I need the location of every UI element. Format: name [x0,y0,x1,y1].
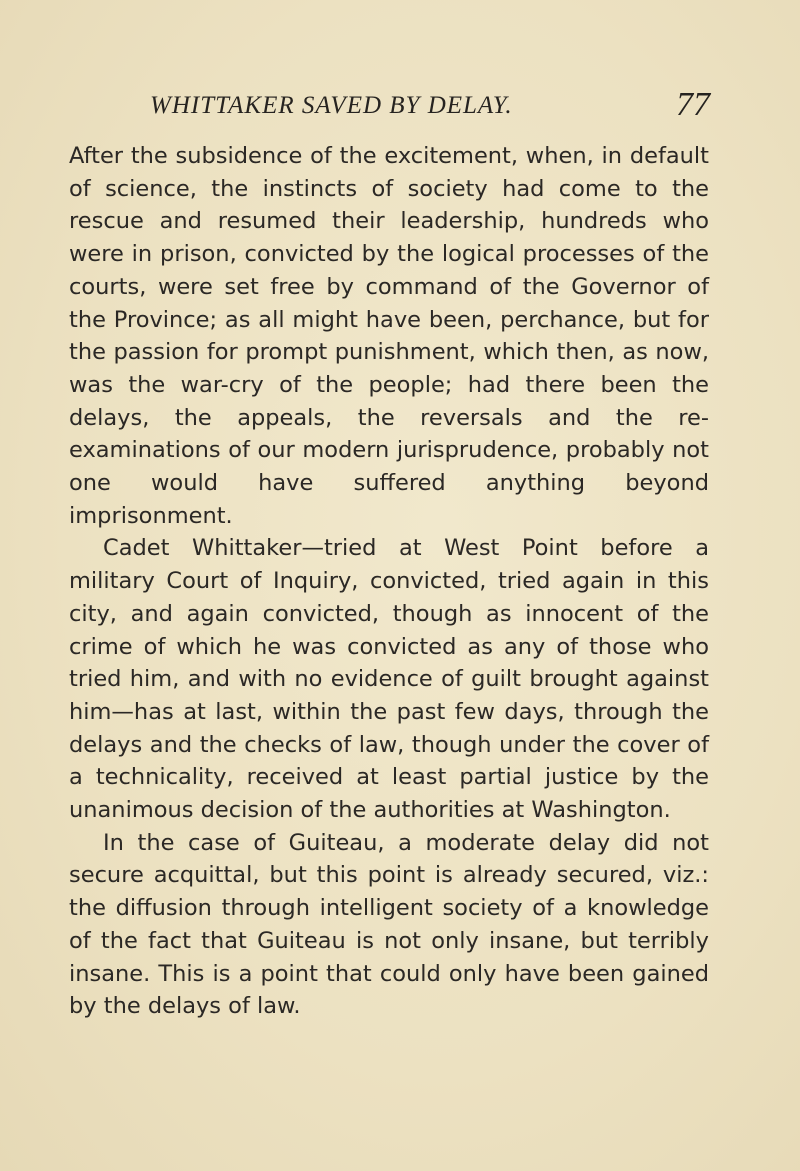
running-title: WHITTAKER SAVED BY DELAY. [150,92,513,119]
paragraph: After the subsidence of the excitement, when, in default of science, the instincts of society had come to the rescue and resumed their leadership, hundreds who were in prison, convicted by the logical processes of the courts, were set free by command of the Governor of the Province; as all might have been, perchance, but for the passion for prompt punishment, which then, as now, was the war-cry of the people; had there been the delays, the appeals, the reversals and the re-examinations of our modern jurisprudence, probably not one would have suffered anything beyond imprisonment. [69,143,709,529]
body-text [69,140,709,1023]
page-header [150,86,710,136]
paragraph: In the case of Guiteau, a moderate delay did not secure acquittal, but this point is already secured, viz.: the diffusion through intelligent society of a knowledge of the fact that Guiteau is not only insane, but terribly insane. This is a point that could only have been gained by the delays of law. [69,829,709,1020]
page-number: 77 [676,86,710,123]
paragraph: Cadet Whittaker—tried at West Point before a military Court of Inquiry, convicted, tried again in this city, and again convicted, though as innocent of the crime of which he was convicted as any of those who tried him, and with no evidence of guilt brought against him—has at last, within the past few days, through the delays and the checks of law, though under the cover of a technicality, received at least partial justice by the unanimous decision of the authorities at Washington. [69,535,709,824]
